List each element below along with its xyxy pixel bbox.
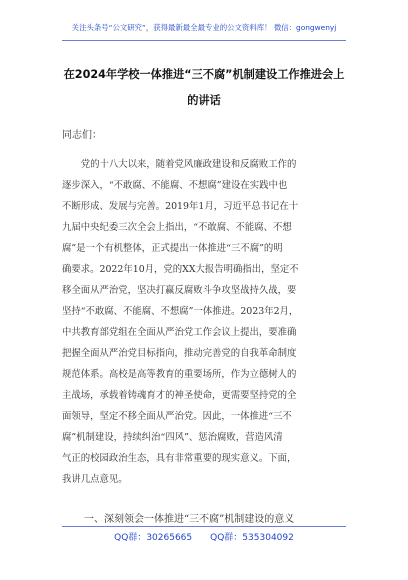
- paragraph-line: 确要求。2022年10月，党的XX大报告明确指出，坚定不: [62, 264, 299, 275]
- qq-group-1: QQ群：30265665: [114, 533, 193, 543]
- document-title-line-1: 在2024年学校一体推进“三不腐”机制建设工作推进会上: [63, 68, 345, 81]
- document-title-line-2: 的讲话: [187, 94, 221, 107]
- paragraph-line: 腐”是一个有机整体，正式提出一体推进“三不腐”的明: [62, 243, 283, 254]
- salutation: 同志们：: [62, 130, 102, 141]
- footer-divider: [62, 526, 346, 527]
- paragraph-line: 把握全面从严治党目标指向，推动完善党的自我革命制度: [62, 348, 297, 359]
- paragraph-line: 逐步深入，“不敢腐、不能腐、不想腐”建设在实践中也: [62, 180, 288, 191]
- header-banner: 关注头条号“公文研究”，获得最新最全最专业的公文资料库！ 微信：gongwenyj: [71, 23, 337, 32]
- paragraph-line: 九届中央纪委三次全会上指出，“不敢腐、不能腐、不想: [62, 222, 292, 233]
- section-heading: 一、深刻领会一体推进“三不腐”机制建设的意义: [84, 514, 295, 525]
- qq-group-2: QQ群：535304092: [210, 533, 294, 543]
- paragraph-line: 面领导，坚定不移全面从严治党。因此，一体推进“三不: [62, 411, 292, 422]
- paragraph-line: 气正的校园政治生态，具有非常重要的现实意义。下面，: [62, 453, 297, 464]
- paragraph-line: 主战场，承载着铸魂育才的神圣使命，更需要坚持党的全: [62, 390, 297, 401]
- paragraph-line: 坚持“不敢腐、不能腐、不想腐”一体推进。2023年2月，: [62, 306, 299, 317]
- paragraph-line: 不断形成、发展与完善。2019年1月，习近平总书记在十: [62, 201, 299, 212]
- footer-qq-groups: [0, 530, 408, 543]
- paragraph-line: 我讲几点意见。: [62, 474, 128, 485]
- header-divider: [62, 40, 346, 41]
- paragraph-line: 中共教育部党组在全面从严治党工作会议上提出，要准确: [62, 327, 297, 338]
- paragraph-line: 移全面从严治党，坚决打赢反腐败斗争攻坚战持久战，要: [62, 285, 297, 296]
- paragraph-line: 腐”机制建设，持续纠治“四风”、惩治腐败，营造风清: [62, 432, 283, 443]
- paragraph-line: 党的十八大以来，随着党风廉政建设和反腐败工作的: [62, 159, 297, 170]
- paragraph-line: 规范体系。高校是高等教育的重要场所，作为立德树人的: [62, 369, 297, 380]
